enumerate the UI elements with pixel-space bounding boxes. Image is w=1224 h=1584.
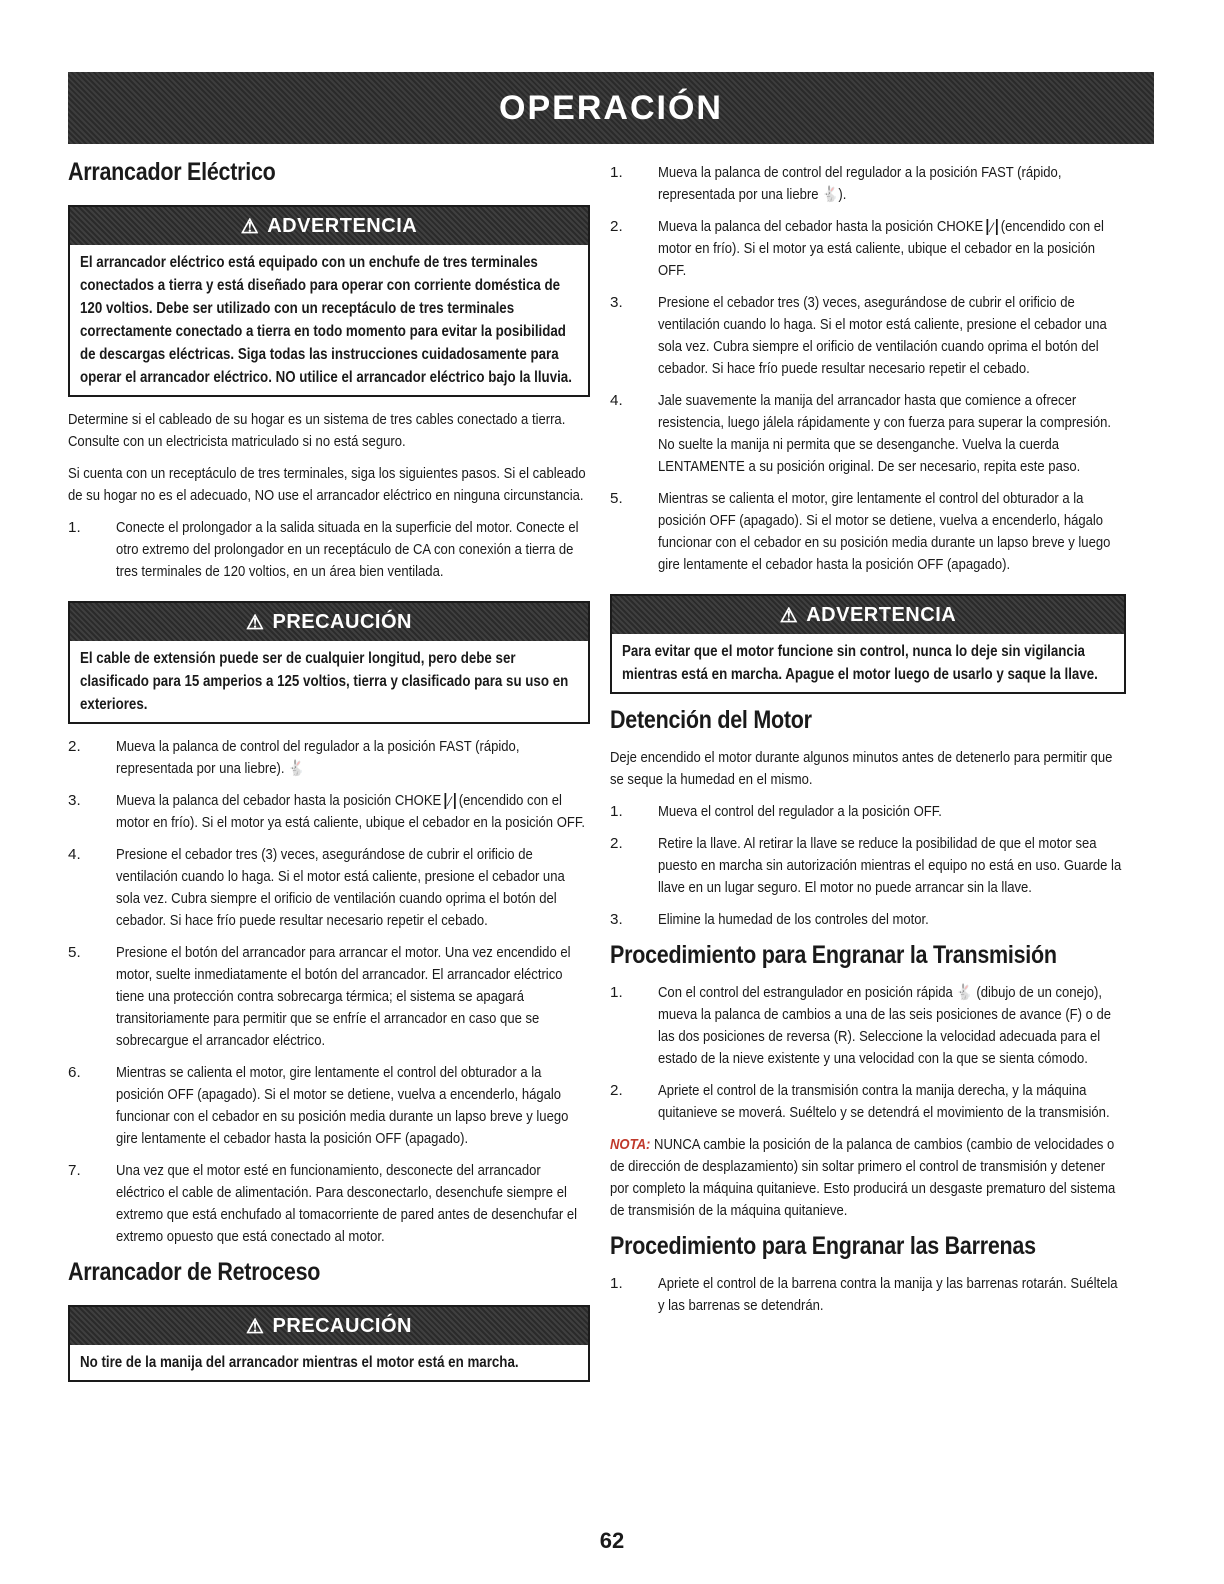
left-column — [68, 150, 590, 1394]
list-item: 2. Apriete el control de la transmisión contra la manija derecha, y la máquina quitanieve se moverá. Suéltelo y se detendrá el movimiento de la transmisión. — [610, 1080, 1126, 1124]
warning-triangle-icon: ⚠ — [779, 604, 799, 627]
heading-augers: Procedimiento para Engranar las Barrenas — [610, 1232, 1036, 1261]
choke-icon: ⁄ — [987, 219, 998, 235]
list-item: 5. Mientras se calienta el motor, gire lentamente el control del obturador a la posición OFF (apagado). Si el motor se detiene, vuelva a encenderlo, hágalo funcionar con el cebador en su posición media durante un lapso breve y luego gire lentamente el cebador hasta la posición OFF (apagado). — [610, 488, 1126, 576]
list-item: 4. Presione el cebador tres (3) veces, asegurándose de cubrir el orificio de ventilación cuando lo haga. Si el motor está caliente, presione el cebador una sola vez. Cubra siempre el orificio de ventilación cuando oprima el botón del cebador. Si hace frío puede resultar necesario repetir el cebado. — [68, 844, 590, 932]
list-item: 3. Presione el cebador tres (3) veces, asegurándose de cubrir el orificio de ventilación cuando lo haga. Si el motor está caliente, presione el cebador una sola vez. Cubra siempre el orificio de ventilación cuando oprima el botón del cebador. Si hace frío puede resultar necesario repetir el cebado. — [610, 292, 1126, 380]
step-text: Jale suavemente la manija del arrancador hasta que comience a ofrecer resistencia, luego jálela rápidamente y con fuerza para superar la compresión. No suelte la manija ni permita que se desenganche. Vuelva la cuerda LENTAMENTE a su posición original. De ser necesario, repita este paso. — [658, 392, 1112, 476]
step-text: Mueva la palanca de control del regulador a la posición FAST (rápido, representada por una liebre). — [116, 738, 520, 778]
step-text: Con el control del estrangulador en posición rápida — [658, 984, 953, 1002]
list-item: 4. Jale suavemente la manija del arrancador hasta que comience a ofrecer resistencia, luego jálela rápidamente y con fuerza para superar la compresión. No suelte la manija ni permita que se desenganche. Vuelva la cuerda LENTAMENTE a su posición original. De ser necesario, repita este paso. — [610, 390, 1126, 478]
heading-electric-starter: Arrancador Eléctrico — [68, 158, 276, 186]
banner-title: OPERACIÓN — [499, 88, 723, 127]
caution-box-recoil — [68, 1305, 590, 1382]
list-item: 5. Presione el botón del arrancador para arrancar el motor. Una vez encendido el motor, suelte inmediatamente el botón del arrancador. El arrancador eléctrico tiene una protección contra sobrecarga térmica; el sistema se apagará transitoriamente para permitir que se enfríe el arrancador en caso que se sobrecargue el arrancador eléctrico. — [68, 942, 590, 1052]
right-column — [610, 150, 1126, 1327]
warning-box-electric — [68, 205, 590, 397]
step-text: Retire la llave. Al retirar la llave se reduce la posibilidad de que el motor sea puesto en marcha sin autorización mientras el equipo no está en uso. Guarde la llave en un lugar seguro. El motor no puede arrancar sin la llave. — [658, 835, 1122, 897]
caution-text: El cable de extensión puede ser de cualquier longitud, pero debe ser clasificado para 15 amperios a 125 voltios, tierra y clasificado para su uso en exteriores. — [80, 650, 569, 713]
step-text: Una vez que el motor esté en funcionamiento, desconecte del arrancador eléctrico el cable de alimentación. Para desconectarlo, desenchufe siempre el extremo que está enchufado al tomacorriente de pared antes de desenchufar el extremo opuesto que está conectado al motor. — [116, 1162, 578, 1246]
rabbit-icon: 🐇 — [288, 760, 305, 777]
choke-icon: ⁄ — [445, 793, 456, 809]
heading-recoil-starter: Arrancador de Retroceso — [68, 1258, 321, 1287]
note-label: NOTA: — [610, 1136, 651, 1154]
rabbit-icon: 🐇 — [956, 984, 973, 1002]
step-text: Presione el botón del arrancador para arrancar el motor. Una vez encendido el motor, suelte inmediatamente el botón del arrancador. El arrancador eléctrico tiene una protección contra sobrecarga térmica; el sistema se apagará transitoriamente para permitir que se enfríe el arrancador en caso que se sobrecargue el arrancador eléctrico. — [116, 944, 571, 1050]
warning-text: El arrancador eléctrico está equipado con un enchufe de tres terminales conectados a tierra y está diseñado para operar con corriente doméstica de 120 voltios. Debe ser utilizado con un receptáculo de tres terminales correctamente conectado a tierra en todo momento para evitar la posibilidad de descargas eléctricas. Siga todas las instrucciones cuidadosamente para operar el arrancador eléctrico. NO utilice el arrancador eléctrico bajo la lluvia. — [80, 254, 572, 386]
list-item: 3. Mueva la palanca del cebador hasta la posición CHOKE ⁄ (encendido con el motor en frío). Si el motor ya está caliente, ubique el cebador en la posición OFF. — [68, 792, 585, 832]
warning-triangle-icon: ⚠ — [246, 611, 265, 634]
step-text: Mueva la palanca de control del regulador a la posición FAST (rápido, representada por una liebre — [658, 164, 1062, 204]
paragraph-stop: Deje encendido el motor durante algunos minutos antes de detenerlo para permitir que se seque la humedad en el mismo. — [610, 749, 1113, 789]
step-text: Apriete el control de la transmisión contra la manija derecha, y la máquina quitanieve se moverá. Suéltelo y se detendrá el movimiento de la transmisión. — [658, 1082, 1110, 1122]
caution-header — [70, 1307, 588, 1345]
list-item: 1. Con el control del estrangulador en posición rápida 🐇 (dibujo de un conejo), mueva la palanca de cambios a una de las seis posiciones de avance (F) o de las dos posiciones de reversa (R). Seleccione la velocidad adecuada para el estado de la nieve existente y una velocidad con la que se sienta cómodo. — [610, 984, 1112, 1068]
caution-text: No tire de la manija del arrancador mientras el motor está en marcha. — [80, 1354, 519, 1372]
list-item: 2. Mueva la palanca del cebador hasta la posición CHOKE ⁄ (encendido con el motor en frío). Si el motor ya está caliente, ubique el cebador en la posición OFF. — [610, 218, 1104, 280]
list-item: 1. Mueva el control del regulador a la posición OFF. — [610, 801, 1126, 823]
heading-transmission: Procedimiento para Engranar la Transmisión — [610, 941, 1057, 970]
section-banner — [68, 72, 1154, 144]
caution-title: PRECAUCIÓN — [272, 1314, 412, 1337]
step-text: Presione el cebador tres (3) veces, asegurándose de cubrir el orificio de ventilación cuando lo haga. Si el motor está caliente, presione el cebador una sola vez. Cubra siempre el orificio de ventilación cuando oprima el botón del cebador. Si hace frío puede resultar necesario repetir el cebado. — [116, 846, 565, 930]
warning-title: ADVERTENCIA — [806, 603, 957, 626]
step-text: Elimine la humedad de los controles del motor. — [658, 911, 929, 929]
heading-stop-engine: Detención del Motor — [610, 706, 812, 735]
warning-box-unattended — [610, 594, 1126, 694]
rabbit-icon: 🐇 — [822, 186, 839, 203]
list-item: 2. Mueva la palanca de control del regulador a la posición FAST (rápido, representada por una liebre). 🐇 — [68, 736, 590, 780]
step-text: Mueva el control del regulador a la posición OFF. — [658, 803, 942, 821]
list-item: 2. Retire la llave. Al retirar la llave se reduce la posibilidad de que el motor sea puesto en marcha sin autorización mientras el equipo no está en uso. Guarde la llave en un lugar seguro. El motor no puede arrancar sin la llave. — [610, 833, 1126, 899]
step-text: Conecte el prolongador a la salida situada en la superficie del motor. Conecte el otro extremo del prolongador en un receptáculo de CA con conexión a tierra de tres terminales de 120 voltios, en un área bien ventilada. — [116, 519, 579, 580]
step-text: Presione el cebador tres (3) veces, asegurándose de cubrir el orificio de ventilación cuando lo haga. Si el motor está caliente, presione el cebador una sola vez. Cubra siempre el orificio de ventilación cuando oprima el botón del cebador. Si hace frío puede resultar necesario repetir el cebado. — [658, 294, 1107, 378]
paragraph-wiring: Determine si el cableado de su hogar es un sistema de tres cables conectado a tierra. Consulte con un electricista matriculado si no está seguro. — [68, 411, 566, 450]
step-text: Mientras se calienta el motor, gire lentamente el control del obturador a la posición OFF (apagado). Si el motor se detiene, vuelva a encenderlo, hágalo funcionar con el cebador en su posición media durante un lapso breve y luego gire lentamente el cebador hasta la posición OFF (apagado). — [116, 1064, 569, 1148]
step-text: Mueva la palanca del cebador hasta la posición CHOKE — [116, 792, 442, 810]
page-number: 62 — [599, 1528, 625, 1553]
caution-box-cable — [68, 601, 590, 724]
note-paragraph — [610, 1134, 1125, 1222]
warning-triangle-icon: ⚠ — [240, 215, 260, 238]
warning-header — [612, 596, 1124, 634]
warning-header — [70, 207, 588, 245]
warning-title: ADVERTENCIA — [267, 214, 418, 237]
step-text: Mueva la palanca del cebador hasta la posición CHOKE — [658, 218, 984, 236]
list-item: 1. Mueva la palanca de control del regulador a la posición FAST (rápido, representada por una liebre 🐇). — [610, 162, 1126, 206]
warning-text: Para evitar que el motor funcione sin control, nunca lo deje sin vigilancia mientras está en marcha. Apague el motor luego de usarlo y saque la llave. — [622, 643, 1098, 684]
warning-triangle-icon: ⚠ — [246, 1315, 265, 1338]
list-item: 6. Mientras se calienta el motor, gire lentamente el control del obturador a la posición OFF (apagado). Si el motor se detiene, vuelva a encenderlo, hágalo funcionar con el cebador en su posición media durante un lapso breve y luego gire lentamente el cebador hasta la posición OFF (apagado). — [68, 1062, 590, 1150]
list-item: 7. Una vez que el motor esté en funcionamiento, desconecte del arrancador eléctrico el cable de alimentación. Para desconectarlo, desenchufe siempre el extremo que está enchufado al tomacorriente de pared antes de desenchufar el extremo opuesto que está conectado al motor. — [68, 1160, 590, 1248]
step-number: 1. — [68, 519, 81, 536]
paragraph-receptacle: Si cuenta con un receptáculo de tres terminales, siga los siguientes pasos. Si el cableado de su hogar no es el adecuado, NO use el arrancador eléctrico en ninguna circunstancia. — [68, 465, 586, 504]
list-item: 3. Elimine la humedad de los controles del motor. — [610, 909, 1126, 931]
step-text: Apriete el control de la barrena contra la manija y las barrenas rotarán. Suéltela y las barrenas se detendrán. — [658, 1275, 1118, 1315]
list-item — [68, 517, 590, 583]
caution-title: PRECAUCIÓN — [272, 610, 412, 633]
caution-header — [70, 603, 588, 641]
note-text: NUNCA cambie la posición de la palanca de cambios (cambio de velocidades o de dirección de desplazamiento) sin soltar primero el control de transmisión y detener por completo la máquina quitanieve. Esto producirá un desgaste prematuro del sistema de transmisión de la máquina quitanieve. — [610, 1136, 1116, 1220]
list-item: 1. Apriete el control de la barrena contra la manija y las barrenas rotarán. Suéltela y las barrenas se detendrán. — [610, 1273, 1126, 1317]
step-text: Mientras se calienta el motor, gire lentamente el control del obturador a la posición OFF (apagado). Si el motor se detiene, vuelva a encenderlo, hágalo funcionar con el cebador en su posición media durante un lapso breve y luego gire lentamente el cebador hasta la posición OFF (apagado). — [658, 490, 1111, 574]
